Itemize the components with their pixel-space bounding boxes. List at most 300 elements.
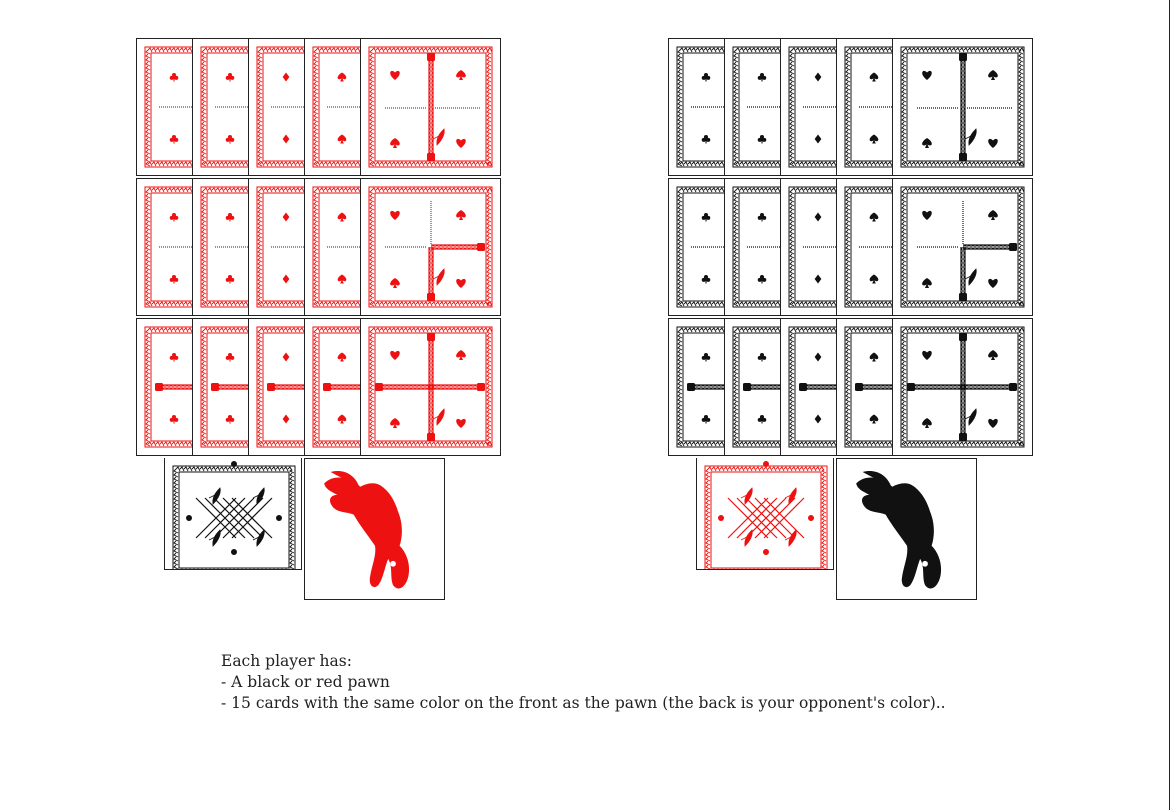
chain-end-cap xyxy=(959,53,967,61)
path-chain-link xyxy=(418,386,421,389)
path-chain-link xyxy=(962,68,965,71)
path-chain-link xyxy=(962,80,965,83)
heart-icon xyxy=(988,139,998,148)
path-chain-link xyxy=(182,386,185,389)
quill-icon xyxy=(965,129,976,145)
path-chain-link xyxy=(430,284,433,287)
path-chain-link xyxy=(406,386,409,389)
heart-icon xyxy=(988,419,998,428)
path-chain-link xyxy=(962,116,965,119)
path-chain-link xyxy=(178,386,181,389)
path-chain-link xyxy=(938,386,941,389)
chain-end-cap xyxy=(959,333,967,341)
large-path-card-cross-path[interactable] xyxy=(360,318,501,456)
pip-dot xyxy=(276,515,282,521)
path-chain-link xyxy=(430,256,433,259)
path-chain-link xyxy=(430,372,433,375)
diamond-icon xyxy=(815,415,822,424)
path-chain-link xyxy=(430,88,433,91)
path-chain-link xyxy=(278,386,281,389)
spade-icon xyxy=(456,70,466,80)
path-chain-link xyxy=(718,386,721,389)
club-icon xyxy=(170,73,179,82)
club-icon xyxy=(702,73,711,82)
path-chain-link xyxy=(976,246,979,249)
path-chain-link xyxy=(986,386,989,389)
chain-end-cap xyxy=(427,433,435,441)
quill-icon xyxy=(785,488,796,504)
club-icon xyxy=(758,73,767,82)
path-chain-link xyxy=(992,246,995,249)
path-chain-link xyxy=(962,268,965,271)
quill-icon xyxy=(253,530,264,546)
club-icon xyxy=(170,415,179,424)
spade-icon xyxy=(390,418,400,428)
pip-dot xyxy=(718,515,724,521)
chain-end-cap xyxy=(477,383,485,391)
diamond-icon xyxy=(815,213,822,222)
club-icon xyxy=(702,213,711,222)
rules-item-pawn: - A black or red pawn xyxy=(221,673,390,691)
large-path-card-corner-path[interactable] xyxy=(892,178,1033,316)
path-chain-link xyxy=(972,246,975,249)
path-chain-link xyxy=(174,386,177,389)
path-chain-link xyxy=(430,108,433,111)
club-icon xyxy=(758,275,767,284)
quill-icon xyxy=(741,488,752,504)
path-chain-link xyxy=(430,268,433,271)
heart-icon xyxy=(988,279,998,288)
club-icon xyxy=(758,353,767,362)
path-chain-link xyxy=(758,386,761,389)
chain-end-cap xyxy=(427,53,435,61)
path-chain-link xyxy=(430,376,433,379)
path-chain-link xyxy=(430,116,433,119)
pip-dot xyxy=(808,515,814,521)
pawn-card[interactable] xyxy=(304,458,445,600)
path-chain-link xyxy=(430,280,433,283)
path-chain-link xyxy=(980,246,983,249)
quill-icon xyxy=(965,269,976,285)
diamond-icon xyxy=(283,213,290,222)
path-chain-link xyxy=(398,386,401,389)
large-path-card-straight-path[interactable] xyxy=(892,38,1033,176)
page-edge xyxy=(1169,0,1170,810)
path-chain-link xyxy=(984,246,987,249)
diamond-icon xyxy=(283,415,290,424)
path-chain-link xyxy=(962,344,965,347)
path-chain-link xyxy=(298,386,301,389)
path-chain-link xyxy=(982,386,985,389)
rules-text xyxy=(221,651,946,714)
path-chain-link xyxy=(990,386,993,389)
pip-dot xyxy=(186,515,192,521)
path-chain-link xyxy=(942,386,945,389)
club-icon xyxy=(170,275,179,284)
chain-end-cap xyxy=(1009,383,1017,391)
chain-end-cap xyxy=(687,383,695,391)
path-chain-link xyxy=(766,386,769,389)
diamond-icon xyxy=(283,275,290,284)
diamond-icon xyxy=(815,135,822,144)
path-chain-link xyxy=(962,272,965,275)
path-chain-link xyxy=(410,386,413,389)
path-chain-link xyxy=(962,276,965,279)
path-chain-link xyxy=(962,376,965,379)
chain-end-cap xyxy=(267,383,275,391)
path-chain-link xyxy=(430,368,433,371)
path-chain-link xyxy=(962,104,965,107)
path-chain-link xyxy=(466,386,469,389)
lattice-ornament xyxy=(196,498,272,538)
path-chain-link xyxy=(962,108,965,111)
diamond-icon xyxy=(283,135,290,144)
path-chain-link xyxy=(962,392,965,395)
path-chain-link xyxy=(866,386,869,389)
pawn-card[interactable] xyxy=(836,458,977,600)
path-chain-link xyxy=(926,386,929,389)
path-chain-link xyxy=(430,120,433,123)
path-chain-link xyxy=(962,404,965,407)
large-path-card-straight-path[interactable] xyxy=(360,38,501,176)
path-chain-link xyxy=(968,246,971,249)
path-chain-link xyxy=(962,260,965,263)
path-chain-link xyxy=(996,246,999,249)
path-chain-link xyxy=(422,386,425,389)
path-chain-link xyxy=(962,288,965,291)
path-chain-link xyxy=(962,356,965,359)
heart-icon xyxy=(390,351,400,360)
path-chain-link xyxy=(430,136,433,139)
path-chain-link xyxy=(714,386,717,389)
path-chain-link xyxy=(430,140,433,143)
heart-icon xyxy=(922,71,932,80)
path-chain-link xyxy=(698,386,701,389)
diamond-icon xyxy=(815,275,822,284)
path-chain-link xyxy=(402,386,405,389)
heart-icon xyxy=(390,71,400,80)
path-chain-link xyxy=(954,386,957,389)
path-chain-link xyxy=(242,386,245,389)
path-chain-link xyxy=(870,386,873,389)
path-chain-link xyxy=(430,392,433,395)
path-chain-link xyxy=(430,124,433,127)
club-icon xyxy=(702,353,711,362)
path-chain-link xyxy=(436,246,439,249)
chain-end-cap xyxy=(211,383,219,391)
path-chain-link xyxy=(814,386,817,389)
path-chain-link xyxy=(294,386,297,389)
path-chain-link xyxy=(830,386,833,389)
path-chain-link xyxy=(430,344,433,347)
lattice-ornament xyxy=(728,498,804,538)
spade-icon xyxy=(988,350,998,360)
path-chain-link xyxy=(962,140,965,143)
card-back[interactable] xyxy=(164,458,302,570)
path-chain-link xyxy=(918,386,921,389)
path-chain-link xyxy=(770,386,773,389)
path-chain-link xyxy=(234,386,237,389)
path-chain-link xyxy=(962,364,965,367)
path-chain-link xyxy=(414,386,417,389)
spade-icon xyxy=(338,213,347,222)
spade-icon xyxy=(338,353,347,362)
path-chain-link xyxy=(430,288,433,291)
large-path-card-corner-path[interactable] xyxy=(360,178,501,316)
spade-icon xyxy=(870,275,879,284)
chain-end-cap xyxy=(855,383,863,391)
path-chain-link xyxy=(962,280,965,283)
path-chain-link xyxy=(430,360,433,363)
path-chain-link xyxy=(226,386,229,389)
heart-icon xyxy=(456,279,466,288)
path-chain-link xyxy=(430,364,433,367)
heart-icon xyxy=(922,351,932,360)
path-chain-link xyxy=(462,386,465,389)
pip-dot xyxy=(763,461,769,467)
path-chain-link xyxy=(456,246,459,249)
path-chain-link xyxy=(1000,246,1003,249)
diamond-icon xyxy=(283,353,290,362)
path-chain-link xyxy=(430,252,433,255)
path-chain-link xyxy=(430,84,433,87)
path-chain-link xyxy=(470,386,473,389)
path-chain-link xyxy=(962,368,965,371)
path-chain-link xyxy=(430,404,433,407)
path-chain-link xyxy=(468,246,471,249)
path-chain-link xyxy=(286,386,289,389)
path-chain-link xyxy=(426,386,429,389)
path-chain-link xyxy=(962,256,965,259)
path-chain-link xyxy=(762,386,765,389)
path-chain-link xyxy=(434,386,437,389)
red-card-set xyxy=(136,38,501,600)
path-chain-link xyxy=(1006,386,1009,389)
spade-icon xyxy=(390,138,400,148)
chain-end-cap xyxy=(477,243,485,251)
quill-icon xyxy=(785,530,796,546)
path-chain-link xyxy=(962,128,965,131)
club-icon xyxy=(170,213,179,222)
path-chain-link xyxy=(430,348,433,351)
diamond-icon xyxy=(815,353,822,362)
path-chain-link xyxy=(338,386,341,389)
leaping-hare-icon xyxy=(324,471,409,589)
path-chain-link xyxy=(962,252,965,255)
path-chain-link xyxy=(430,380,433,383)
path-chain-link xyxy=(444,246,447,249)
path-chain-link xyxy=(974,386,977,389)
path-chain-link xyxy=(962,372,965,375)
spade-icon xyxy=(338,135,347,144)
path-chain-link xyxy=(774,386,777,389)
path-chain-link xyxy=(962,264,965,267)
path-chain-link xyxy=(430,264,433,267)
path-chain-link xyxy=(946,386,949,389)
path-chain-link xyxy=(230,386,233,389)
path-chain-link xyxy=(430,412,433,415)
path-chain-link xyxy=(1004,246,1007,249)
path-chain-link xyxy=(430,416,433,419)
path-chain-link xyxy=(222,386,225,389)
path-chain-link xyxy=(238,386,241,389)
chain-end-cap xyxy=(959,293,967,301)
path-chain-link xyxy=(430,76,433,79)
spade-icon xyxy=(456,350,466,360)
path-chain-link xyxy=(438,386,441,389)
path-chain-link xyxy=(962,424,965,427)
spade-icon xyxy=(456,210,466,220)
path-chain-link xyxy=(346,386,349,389)
path-chain-link xyxy=(886,386,889,389)
path-chain-link xyxy=(430,148,433,151)
club-icon xyxy=(758,415,767,424)
spade-icon xyxy=(922,138,932,148)
path-chain-link xyxy=(962,416,965,419)
path-chain-link xyxy=(962,64,965,67)
diamond-icon xyxy=(815,73,822,82)
path-chain-link xyxy=(440,246,443,249)
path-chain-link xyxy=(430,356,433,359)
path-chain-link xyxy=(430,260,433,263)
pip-dot xyxy=(231,549,237,555)
path-chain-link xyxy=(430,272,433,275)
club-icon xyxy=(226,415,235,424)
path-chain-link xyxy=(962,132,965,135)
path-chain-link xyxy=(706,386,709,389)
path-chain-link xyxy=(430,92,433,95)
path-chain-link xyxy=(962,84,965,87)
path-chain-link xyxy=(166,386,169,389)
quill-icon xyxy=(209,488,220,504)
spade-icon xyxy=(338,73,347,82)
path-chain-link xyxy=(988,246,991,249)
path-chain-link xyxy=(822,386,825,389)
spade-icon xyxy=(870,213,879,222)
club-icon xyxy=(170,353,179,362)
spade-icon xyxy=(338,415,347,424)
path-chain-link xyxy=(430,112,433,115)
path-chain-link xyxy=(472,246,475,249)
club-icon xyxy=(702,275,711,284)
chain-pattern xyxy=(902,48,1024,166)
path-chain-link xyxy=(962,408,965,411)
path-chain-link xyxy=(452,246,455,249)
card-back[interactable] xyxy=(696,458,834,570)
path-chain-link xyxy=(448,246,451,249)
black-card-set xyxy=(668,38,1033,600)
club-icon xyxy=(226,73,235,82)
spade-icon xyxy=(870,73,879,82)
path-chain-link xyxy=(450,386,453,389)
path-chain-link xyxy=(430,144,433,147)
spade-icon xyxy=(870,353,879,362)
path-chain-link xyxy=(962,76,965,79)
path-chain-link xyxy=(878,386,881,389)
rules-item-cards: - 15 cards with the same color on the front as the pawn (the back is your opponent's color).. xyxy=(221,694,946,712)
path-chain-link xyxy=(962,72,965,75)
path-chain-link xyxy=(962,412,965,415)
path-chain-link xyxy=(754,386,757,389)
path-chain-link xyxy=(962,120,965,123)
path-chain-link xyxy=(978,386,981,389)
club-icon xyxy=(702,135,711,144)
path-chain-link xyxy=(962,96,965,99)
path-chain-link xyxy=(970,386,973,389)
chain-end-cap xyxy=(799,383,807,391)
path-chain-link xyxy=(442,386,445,389)
path-chain-link xyxy=(430,80,433,83)
path-chain-link xyxy=(386,386,389,389)
pip-dot xyxy=(763,549,769,555)
path-chain-link xyxy=(350,386,353,389)
chain-end-cap xyxy=(427,293,435,301)
path-chain-link xyxy=(430,396,433,399)
rules-heading: Each player has: xyxy=(221,652,352,670)
path-chain-link xyxy=(430,352,433,355)
chain-end-cap xyxy=(427,153,435,161)
path-chain-link xyxy=(334,386,337,389)
quill-icon xyxy=(433,269,444,285)
path-chain-link xyxy=(430,400,433,403)
frame-outer-line xyxy=(901,47,1024,167)
club-icon xyxy=(758,135,767,144)
spade-icon xyxy=(922,278,932,288)
club-icon xyxy=(226,135,235,144)
path-chain-link xyxy=(430,68,433,71)
chain-end-cap xyxy=(427,333,435,341)
pip-dot xyxy=(231,461,237,467)
path-chain-link xyxy=(186,386,189,389)
path-chain-link xyxy=(342,386,345,389)
path-chain-link xyxy=(818,386,821,389)
path-chain-link xyxy=(390,386,393,389)
heart-icon xyxy=(390,211,400,220)
path-chain-link xyxy=(962,144,965,147)
path-chain-link xyxy=(998,386,1001,389)
path-chain-link xyxy=(170,386,173,389)
path-chain-link xyxy=(710,386,713,389)
heart-icon xyxy=(456,139,466,148)
path-chain-link xyxy=(922,386,925,389)
chain-end-cap xyxy=(375,383,383,391)
chain-end-cap xyxy=(959,433,967,441)
path-chain-link xyxy=(430,386,433,389)
spade-icon xyxy=(338,275,347,284)
path-chain-link xyxy=(962,400,965,403)
path-chain-link xyxy=(962,420,965,423)
path-chain-link xyxy=(962,100,965,103)
quill-icon xyxy=(433,409,444,425)
spade-icon xyxy=(390,278,400,288)
leaping-hare-icon xyxy=(856,471,941,589)
path-chain-link xyxy=(702,386,705,389)
path-chain-link xyxy=(430,72,433,75)
large-path-card-cross-path[interactable] xyxy=(892,318,1033,456)
path-chain-link xyxy=(934,386,937,389)
frame-outer-line xyxy=(369,47,492,167)
path-chain-link xyxy=(958,386,961,389)
path-chain-link xyxy=(962,284,965,287)
path-chain-link xyxy=(430,64,433,67)
club-icon xyxy=(702,415,711,424)
path-chain-link xyxy=(874,386,877,389)
spade-icon xyxy=(870,415,879,424)
quill-icon xyxy=(433,129,444,145)
path-chain-link xyxy=(430,276,433,279)
path-chain-link xyxy=(962,88,965,91)
path-chain-link xyxy=(290,386,293,389)
